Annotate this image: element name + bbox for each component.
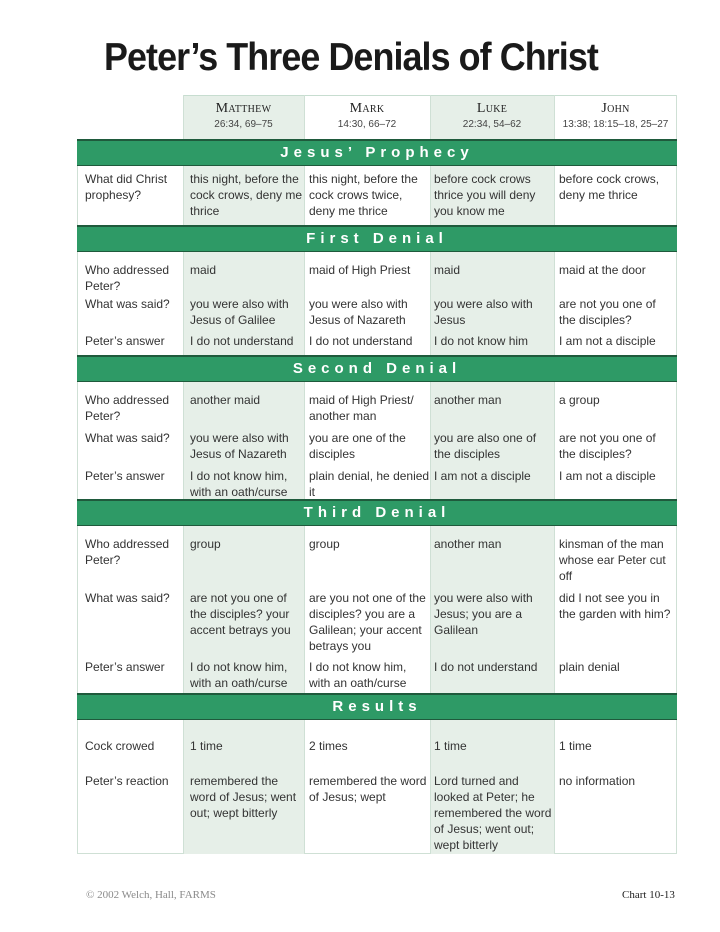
table-cell: remembered the word of Jesus; wept bbox=[309, 774, 427, 804]
chart-number: Chart 10-13 bbox=[622, 889, 675, 901]
table-cell: this night, before the cock crows, deny me thrice bbox=[190, 172, 303, 218]
table-cell: I do not understand bbox=[309, 334, 413, 348]
table-cell: I am not a disciple bbox=[559, 334, 656, 348]
gospel-name: Mark bbox=[349, 101, 385, 116]
table-cell: you are also one of the disciples bbox=[434, 431, 537, 461]
row-label: Peter’s answer bbox=[85, 334, 165, 348]
gospel-header-john bbox=[554, 95, 677, 139]
table-cell: I am not a disciple bbox=[434, 469, 531, 483]
section-second-denial bbox=[77, 382, 677, 499]
table-cell: maid bbox=[190, 263, 217, 277]
table-cell: I do not know him, with an oath/curse bbox=[190, 660, 288, 690]
table-cell: remembered the word of Jesus; went out; wept bitterly bbox=[190, 774, 297, 820]
table-cell: group bbox=[190, 537, 221, 551]
row-label: What was said? bbox=[85, 591, 170, 605]
row-label: Cock crowed bbox=[85, 739, 155, 753]
table-cell: I do not know him, with an oath/curse bbox=[309, 660, 407, 690]
gospel-header-matthew bbox=[183, 95, 304, 139]
row-label: Peter’s answer bbox=[85, 469, 165, 483]
table-cell: group bbox=[309, 537, 340, 551]
table-cell: you were also with Jesus bbox=[434, 297, 533, 327]
section-heading-prophecy: Jesus’ Prophecy bbox=[77, 139, 677, 166]
row-label: What did Christ prophesy? bbox=[85, 172, 168, 202]
section-third-denial bbox=[77, 526, 677, 693]
table-cell: a group bbox=[559, 393, 600, 407]
gospel-reference: 26:34, 69–75 bbox=[214, 119, 273, 130]
table-cell: are you not one of the disciples? you are a Galilean; your accent betrays you bbox=[309, 591, 426, 653]
table-cell: 1 time bbox=[190, 739, 223, 753]
table-cell: you are one of the disciples bbox=[309, 431, 406, 461]
table-cell: plain denial, he denied it bbox=[309, 469, 430, 499]
page-title: Peter’s Three Denials of Christ bbox=[104, 36, 598, 79]
section-heading-results: Results bbox=[77, 693, 677, 720]
row-label: What was said? bbox=[85, 297, 170, 311]
column-divider bbox=[554, 95, 555, 854]
row-label: Who addressed Peter? bbox=[85, 537, 170, 567]
table-cell: you were also with Jesus of Nazareth bbox=[190, 431, 289, 461]
gospel-name: Luke bbox=[476, 101, 508, 116]
table-cell: maid of High Priest bbox=[309, 263, 411, 277]
section-heading-second-denial: Second Denial bbox=[77, 355, 677, 382]
row-label: Peter’s reaction bbox=[85, 774, 169, 788]
table-cell: 1 time bbox=[559, 739, 592, 753]
table-cell: are not you one of the disciples? bbox=[559, 431, 656, 461]
table-cell: you were also with Jesus; you are a Galilean bbox=[434, 591, 533, 637]
table-cell: you were also with Jesus of Galilee bbox=[190, 297, 289, 327]
table-cell: I am not a disciple bbox=[559, 469, 656, 483]
column-divider bbox=[430, 95, 431, 854]
table-cell: I do not understand bbox=[190, 334, 294, 348]
gospel-header-mark bbox=[304, 95, 430, 139]
table-cell: are not you one of the disciples? bbox=[559, 297, 656, 327]
gospel-name: John bbox=[601, 101, 630, 116]
gospel-reference: 14:30, 66–72 bbox=[337, 119, 397, 130]
table-cell: I do not know him bbox=[434, 334, 529, 348]
gospel-reference: 13:38; 18:15–18, 25–27 bbox=[562, 119, 669, 130]
row-label: Peter’s answer bbox=[85, 660, 165, 674]
section-results bbox=[77, 720, 677, 854]
column-divider bbox=[183, 95, 184, 854]
table-cell: maid of High Priest/ another man bbox=[309, 393, 414, 423]
table-cell: another maid bbox=[190, 393, 261, 407]
gospel-name: Matthew bbox=[215, 101, 272, 116]
table-cell: no information bbox=[559, 774, 636, 788]
section-heading-third-denial: Third Denial bbox=[77, 499, 677, 526]
copyright-notice: © 2002 Welch, Hall, FARMS bbox=[86, 889, 216, 901]
section-heading-first-denial: First Denial bbox=[77, 225, 677, 252]
row-label: Who addressed Peter? bbox=[85, 393, 170, 423]
gospel-header-luke bbox=[430, 95, 554, 139]
table-cell: another man bbox=[434, 393, 502, 407]
table-cell: before cock crows thrice you will deny you know me bbox=[434, 172, 536, 218]
table-cell: before cock crows, deny me thrice bbox=[559, 172, 660, 202]
table-cell: are not you one of the disciples? your accent betrays you bbox=[190, 591, 291, 637]
column-divider bbox=[304, 95, 305, 854]
table-cell: you were also with Jesus of Nazareth bbox=[309, 297, 408, 327]
table-cell: another man bbox=[434, 537, 502, 551]
section-first-denial bbox=[77, 252, 677, 355]
table-cell: maid at the door bbox=[559, 263, 646, 277]
table-cell: kinsman of the man whose ear Peter cut off bbox=[559, 537, 666, 583]
table-cell: plain denial bbox=[559, 660, 620, 674]
table-cell: maid bbox=[434, 263, 461, 277]
table-cell: did I not see you in the garden with him? bbox=[559, 591, 671, 621]
row-label: Who addressed Peter? bbox=[85, 263, 170, 293]
table-cell: I do not know him, with an oath/curse bbox=[190, 469, 288, 499]
column-divider bbox=[676, 95, 677, 854]
row-label: What was said? bbox=[85, 431, 170, 445]
table-cell: 1 time bbox=[434, 739, 467, 753]
table-cell: I do not understand bbox=[434, 660, 538, 674]
table-cell: this night, before the cock crows twice, deny me thrice bbox=[309, 172, 418, 218]
section-prophecy bbox=[77, 166, 677, 225]
gospel-reference: 22:34, 54–62 bbox=[462, 119, 522, 130]
table-cell: Lord turned and looked at Peter; he remembered the word of Jesus; went out; wept bitterly bbox=[434, 774, 552, 852]
table-cell: 2 times bbox=[309, 739, 348, 753]
